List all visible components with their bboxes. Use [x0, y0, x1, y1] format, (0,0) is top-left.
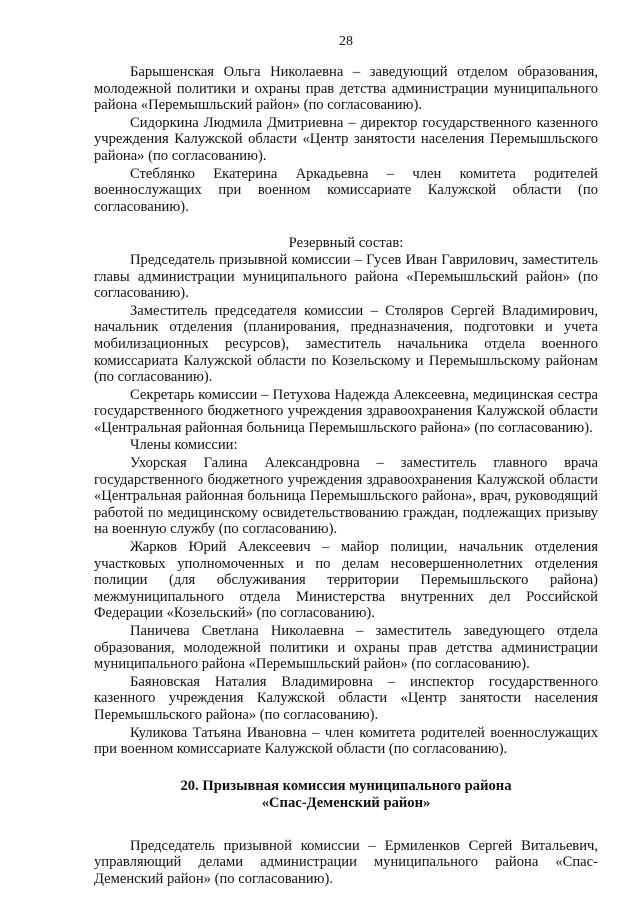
paragraph-steblyanko: Стеблянко Екатерина Аркадьевна – член комитета родителей военнослужащих при военном комиссариате Калужской области (по согласованию).	[94, 165, 598, 215]
page-number: 28	[339, 34, 353, 49]
paragraph-ermilenkov: Председатель призывной комиссии – Ермиленков Сергей Витальевич, управляющий делами администрации муниципального района «Спас-Деменский район» (по согласованию).	[94, 837, 598, 887]
paragraph-barishenskaya: Барышенская Ольга Николаевна – заведующий отделом образования, молодежной политики и охраны прав детства администрации муниципального района «Перемышльский район» (по согласованию).	[94, 64, 598, 114]
paragraph-secretary: Секретарь комиссии – Петухова Надежда Алексеевна, медицинская сестра государственного бюджетного учреждения здравоохранения Калужской области «Центральная районная больница Перемышльского района» (по согласованию).	[94, 386, 598, 436]
paragraph-zharkov: Жарков Юрий Алексеевич – майор полиции, начальник отделения участковых уполномоченных и по делам несовершеннолетних отделения полиции (для обслуживания территории Перемышльского района) межмуниципального отдела Министерства внутренних дел Российской Федерации «Козельский» (по согласованию).	[94, 539, 598, 622]
reserve-heading: Резервный состав:	[288, 235, 404, 252]
paragraph-chairman-reserve: Председатель призывной комиссии – Гусев Иван Гаврилович, заместитель главы администрации муниципального района «Перемышльский район» (по согласованию).	[94, 251, 598, 302]
paragraph-panicheva: Паничева Светлана Николаевна – заместитель заведующего отдела образования, молодежной политики и охраны прав детства администрации муниципального района «Перемышльский район» (по согласованию).	[94, 623, 598, 673]
section-title	[94, 778, 598, 812]
paragraph-bayanovskaya: Баяновская Наталия Владимировна – инспектор государственного казенного учреждения Калужской области «Центр занятости населения Перемышльского района» (по согласованию).	[94, 673, 598, 723]
paragraph-sidorkina: Сидоркина Людмила Дмитриевна – директор государственного казенного учреждения Калужской области «Центр занятости населения Перемышльского района» (по согласованию).	[94, 114, 598, 164]
paragraph-members-heading: Члены комиссии:	[130, 437, 238, 454]
paragraph-kulikova: Куликова Татьяна Ивановна – член комитета родителей военнослужащих при военном комиссариате Калужской области (по согласованию).	[94, 724, 598, 758]
section-title-line-2: «Спас-Деменский район»	[261, 794, 431, 811]
section-title-line-1: 20. Призывная комиссия муниципального района	[180, 777, 512, 794]
paragraph-deputy-chairman: Заместитель председателя комиссии – Столяров Сергей Владимирович, начальник отделения (планирования, предназначения, подготовки и учета мобилизационных ресурсов), заместитель начальника отдела военного комиссариата Калужской области по Козельскому и Перемышльскому районам (по согласованию).	[94, 302, 598, 386]
paragraph-ukhorskaya: Ухорская Галина Александровна – заместитель главного врача государственного бюджетного учреждения здравоохранения Калужской области «Центральная районная больница Перемышльского района», врач, руководящий работой по медицинскому освидетельствованию граждан, подлежащих призыву на военную службу (по согласованию).	[94, 455, 598, 538]
